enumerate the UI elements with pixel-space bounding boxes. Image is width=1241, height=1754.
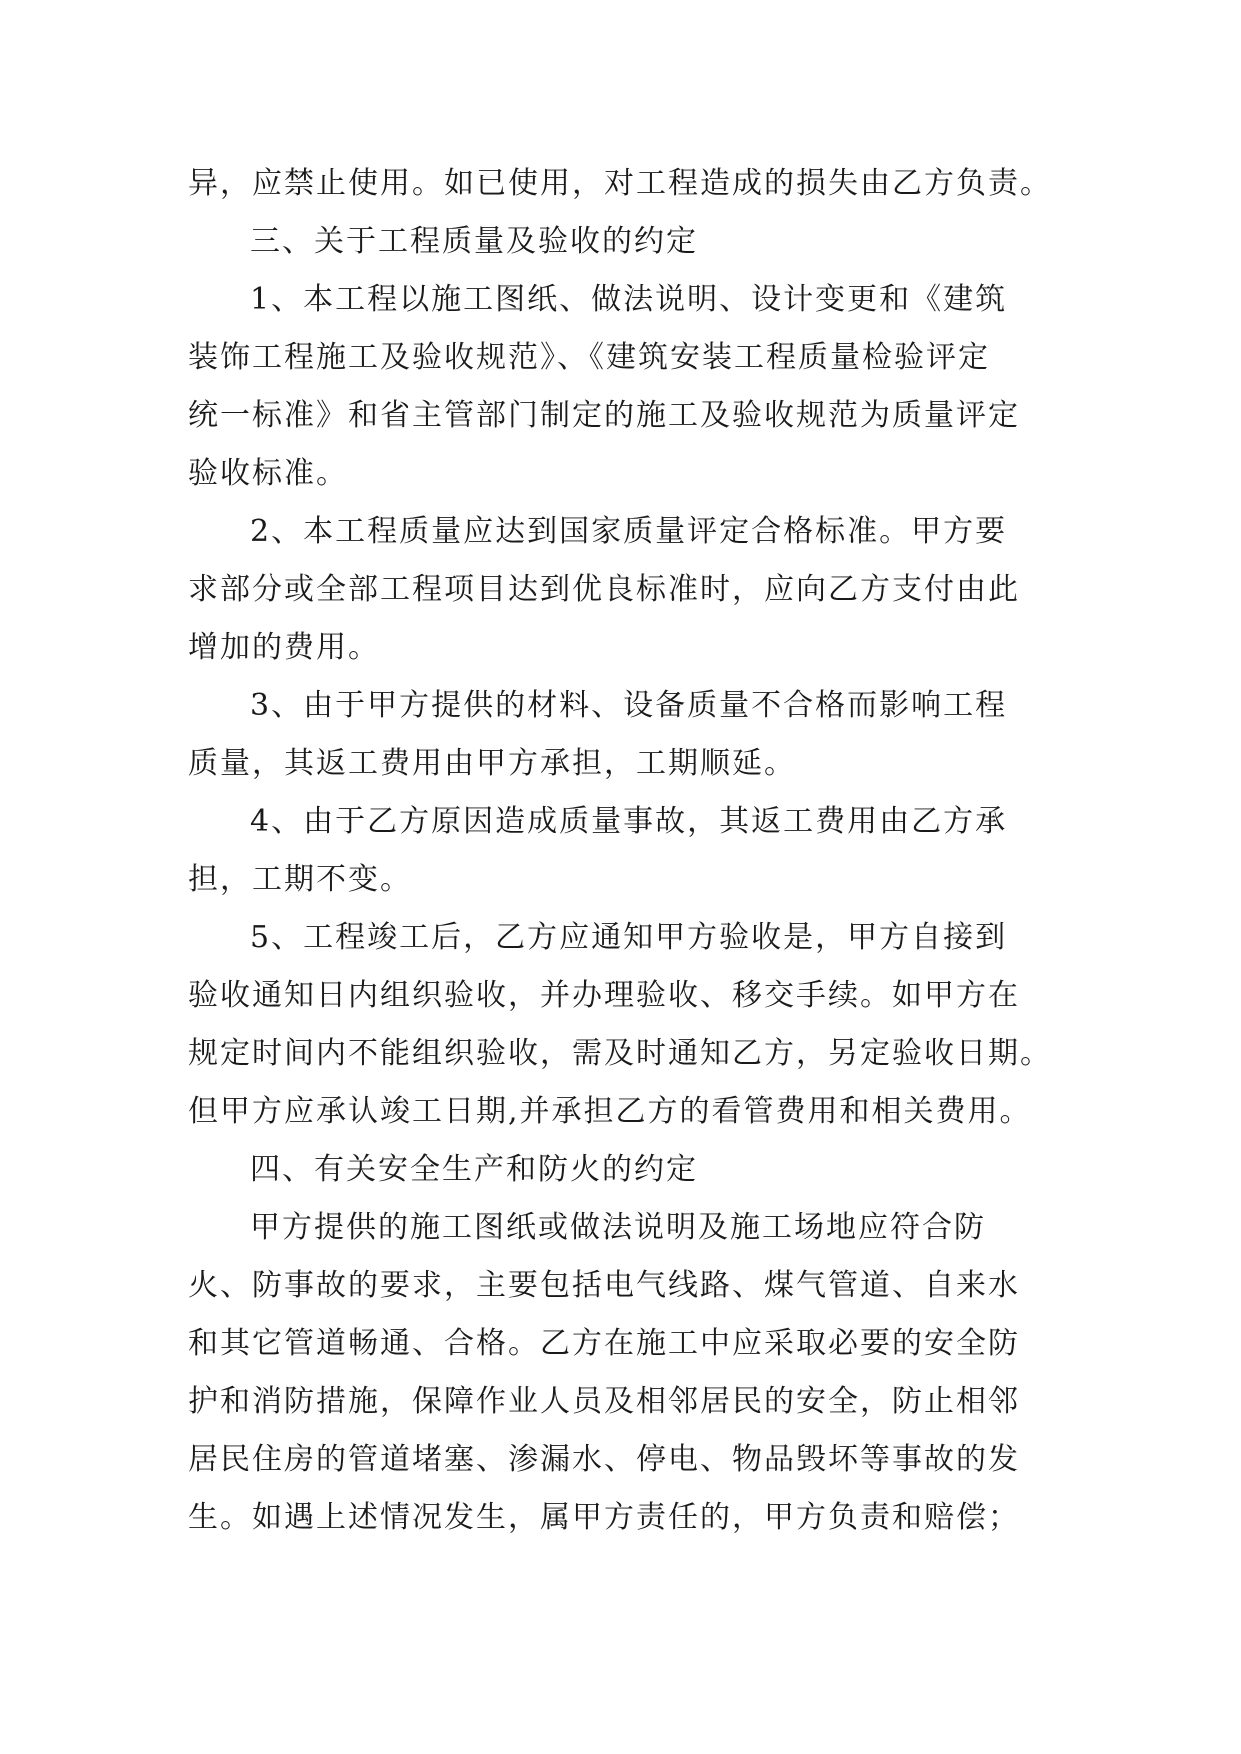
text-line: 验收标准。 — [188, 456, 348, 491]
text-line: 居民住房的管道堵塞、渗漏水、停电、物品毁坏等事故的发 — [188, 1442, 1020, 1477]
text-line: 5、工程竣工后，乙方应通知甲方验收是，甲方自接到 — [250, 920, 1008, 955]
text-line: 规定时间内不能组织验收，需及时通知乙方，另定验收日期。 — [188, 1036, 1052, 1071]
text-line: 2、本工程质量应达到国家质量评定合格标准。甲方要 — [250, 514, 1008, 549]
text-line: 4、由于乙方原因造成质量事故，其返工费用由乙方承 — [250, 804, 1008, 839]
text-line: 护和消防措施，保障作业人员及相邻居民的安全，防止相邻 — [188, 1384, 1020, 1419]
text-line: 验收通知日内组织验收，并办理验收、移交手续。如甲方在 — [188, 978, 1020, 1013]
body-text — [188, 155, 1068, 1547]
text-line: 但甲方应承认竣工日期,并承担乙方的看管费用和相关费用。 — [188, 1094, 1032, 1129]
text-line: 甲方提供的施工图纸或做法说明及施工场地应符合防 — [250, 1210, 986, 1245]
text-line: 增加的费用。 — [188, 630, 380, 665]
text-line: 1、本工程以施工图纸、做法说明、设计变更和《建筑 — [250, 282, 1008, 317]
text-line: 担，工期不变。 — [188, 862, 412, 897]
text-line: 统一标准》和省主管部门制定的施工及验收规范为质量评定 — [188, 398, 1020, 433]
text-line: 生。如遇上述情况发生，属甲方责任的，甲方负责和赔偿； — [188, 1500, 1020, 1535]
text-line: 火、防事故的要求，主要包括电气线路、煤气管道、自来水 — [188, 1268, 1020, 1303]
text-line: 质量，其返工费用由甲方承担，工期顺延。 — [188, 746, 796, 781]
section-heading: 三、关于工程质量及验收的约定 — [250, 224, 698, 259]
text-line: 异，应禁止使用。如已使用，对工程造成的损失由乙方负责。 — [188, 166, 1052, 201]
text-line: 求部分或全部工程项目达到优良标准时，应向乙方支付由此 — [188, 572, 1020, 607]
text-line: 装饰工程施工及验收规范》、《建筑安装工程质量检验评定 — [188, 340, 990, 375]
text-line: 和其它管道畅通、合格。乙方在施工中应采取必要的安全防 — [188, 1326, 1020, 1361]
section-heading: 四、有关安全生产和防火的约定 — [250, 1152, 698, 1187]
text-line: 3、由于甲方提供的材料、设备质量不合格而影响工程 — [250, 688, 1008, 723]
